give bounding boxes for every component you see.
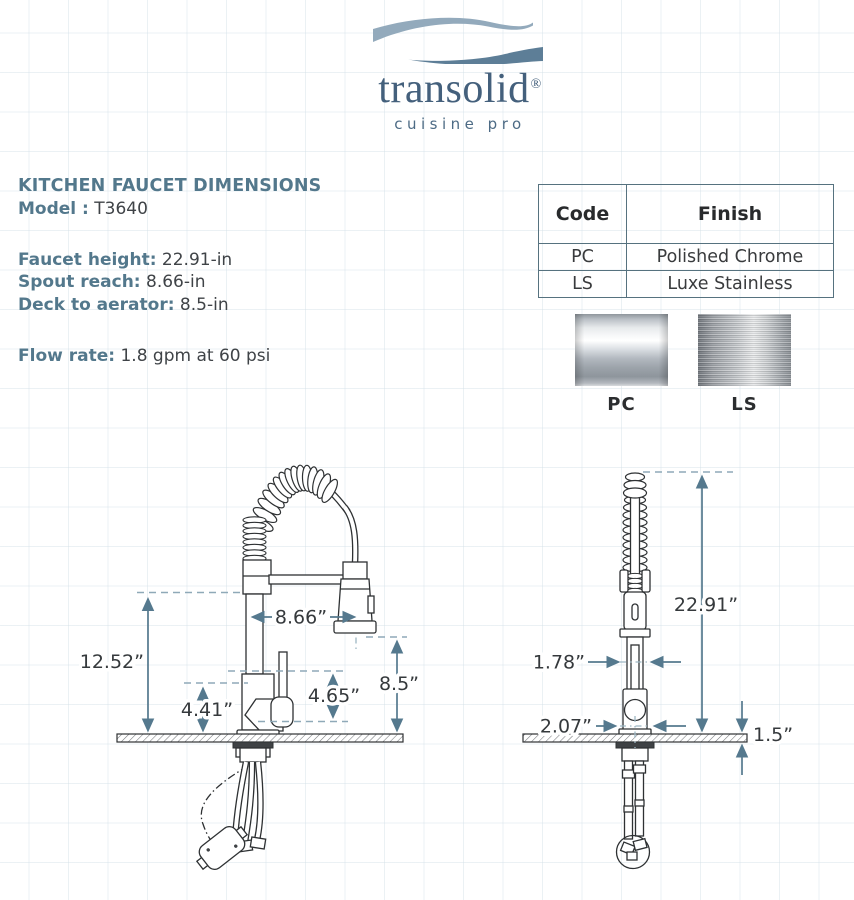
faucet-body-side xyxy=(237,560,346,738)
dim-label: 22.91” xyxy=(673,594,739,616)
dim-label: 8.66” xyxy=(274,606,328,629)
dim-label: 4.65” xyxy=(307,685,361,707)
faucet-body-front xyxy=(619,592,651,737)
finish-name-cell: Luxe Stainless xyxy=(627,271,834,298)
model-value: T3640 xyxy=(94,199,148,219)
finish-table-header-code: Code xyxy=(539,185,627,244)
dock-clip-left xyxy=(620,570,628,592)
coil-tight-rings xyxy=(243,517,266,562)
swatch-label-pc: PC xyxy=(607,394,636,415)
finish-code-cell: PC xyxy=(539,244,627,271)
brand-tagline: cuisine pro xyxy=(394,115,526,133)
finish-code-cell: LS xyxy=(539,271,627,298)
spec-label: Spout reach: xyxy=(18,272,141,293)
dim-overall-height xyxy=(643,472,738,731)
page-title: KITCHEN FAUCET DIMENSIONS xyxy=(18,176,322,196)
spec-label: Faucet height: xyxy=(18,249,157,270)
finish-name-cell: Polished Chrome xyxy=(627,244,834,271)
sprayer-clip xyxy=(368,596,374,613)
front-view-drawing xyxy=(523,472,793,869)
spec-value: 8.5-in xyxy=(179,294,229,315)
side-view-drawing xyxy=(80,464,419,876)
lever-front xyxy=(631,645,639,691)
spray-head-side xyxy=(334,562,376,633)
dim-label: 12.52” xyxy=(79,651,144,673)
finish-table-header-finish: Finish xyxy=(627,185,834,244)
countertop-side xyxy=(117,734,403,742)
support-arm xyxy=(269,575,346,584)
dim-deck-thickness xyxy=(742,701,793,775)
dim-deck-to-aerator xyxy=(366,637,419,731)
dim-body-width xyxy=(533,652,681,674)
dim-label: 1.78” xyxy=(532,651,585,674)
registered-mark: ® xyxy=(530,77,542,92)
dock-clip-right xyxy=(642,570,650,592)
dim-label: 1.5” xyxy=(753,724,794,746)
handle-body xyxy=(271,697,293,727)
sprayer-slot xyxy=(632,604,638,620)
spec-label: Flow rate: xyxy=(18,346,116,367)
spec-value: 8.66-in xyxy=(146,272,206,293)
model-label: Model : xyxy=(18,199,89,219)
handle-lever xyxy=(279,652,287,702)
spec-label: Deck to aerator: xyxy=(18,294,175,315)
dim-label: 4.41” xyxy=(180,699,234,721)
mounting-shank xyxy=(240,748,266,762)
mounting-shank-front xyxy=(622,748,648,761)
under-deck-hardware-front xyxy=(616,742,654,869)
sprayer-top-cap xyxy=(624,473,647,498)
under-deck-hardware-side xyxy=(191,742,273,876)
dim-label: 8.5” xyxy=(378,673,420,695)
brand-text: transolid xyxy=(378,66,530,112)
swatch-label-ls: LS xyxy=(731,394,758,415)
dim-deck-to-handle xyxy=(181,683,248,731)
spec-value: 22.91-in xyxy=(161,249,233,270)
dim-label: 2.07” xyxy=(539,715,592,738)
spec-value: 1.8 gpm at 60 psi xyxy=(120,346,271,367)
hose-weight xyxy=(191,820,252,877)
